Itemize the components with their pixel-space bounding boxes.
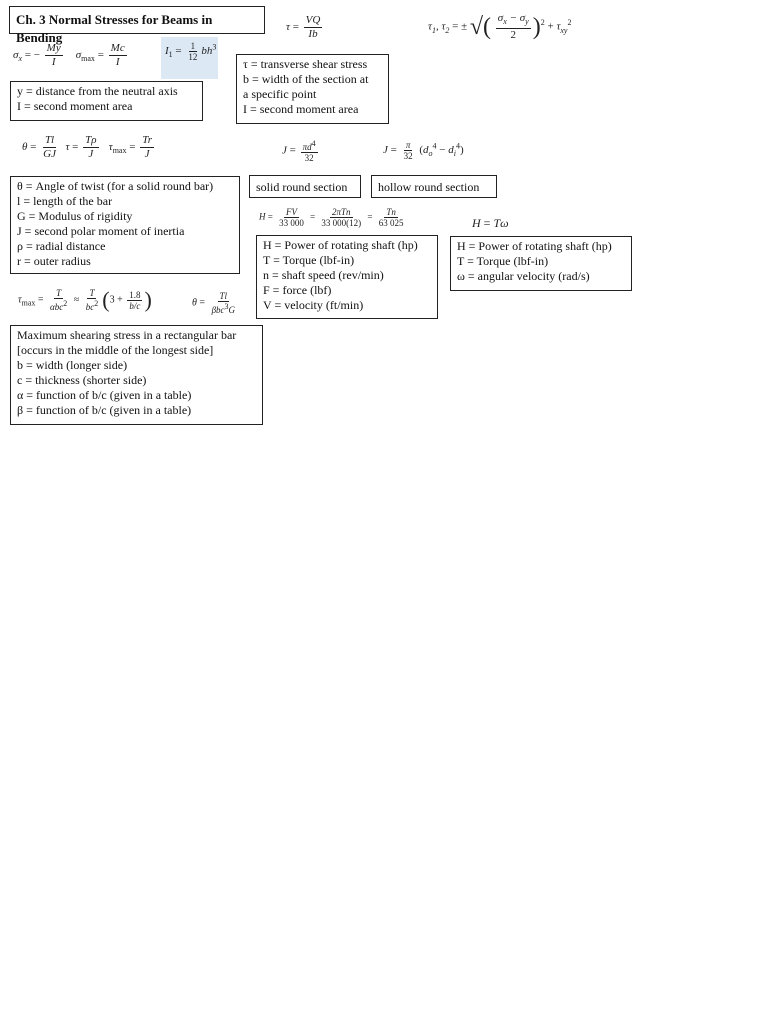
shear-stress-equation: τ = $\frac{VQ}{Ib}$ — [286, 14, 321, 40]
legend-line: V = velocity (ft/min) — [263, 298, 364, 312]
legend-line: I = second moment area — [243, 102, 359, 116]
hollow-section-label — [371, 175, 497, 198]
legend-line: y = distance from the neutral axis — [17, 84, 178, 98]
legend-line: l = length of the bar — [17, 194, 113, 208]
legend-line: Maximum shearing stress in a rectangular bar — [17, 328, 237, 342]
twist-legend-box — [10, 176, 240, 274]
stress-legend-box — [10, 81, 203, 121]
page-title — [9, 6, 265, 45]
torsion-equations: θ = $\frac{Tl}{GJ}$ τ = $\frac{T\rho}{J}$ $\tau_{max}$ = $\frac{Tr}{J}$ — [22, 134, 152, 160]
legend-line: I = second moment area — [17, 99, 133, 113]
legend-line: H = Power of rotating shaft (hp) — [457, 239, 612, 253]
legend-line: n = shaft speed (rev/min) — [263, 268, 384, 282]
legend-line: b = width of the section at — [243, 72, 369, 86]
power-legend-box — [256, 235, 438, 319]
legend-line: H = Power of rotating shaft (hp) — [263, 238, 418, 252]
power-omega-legend-box — [450, 236, 632, 291]
principal-shear-equation: $\tau_1$, $\tau_2$ = ± √( $\frac{\sigma_x - \sigma_y}{2}$ )$^2 + \tau_{xy}^2$ — [428, 12, 572, 42]
power-equation: H = $\frac{FV}{33 000}$ = $\frac{\text{2πTn}}{33 000(12)}$ = $\frac{Tn}{63 025}$ — [259, 207, 404, 228]
legend-line: F = force (lbf) — [263, 283, 332, 297]
legend-line: a specific point — [243, 87, 317, 101]
power-omega-equation: H = Tω — [472, 216, 509, 230]
legend-line: r = outer radius — [17, 254, 91, 268]
polar-moment-solid-equation: J = $\frac{\pi d^4}{32}$ — [282, 139, 316, 163]
legend-line: b = width (longer side) — [17, 358, 128, 372]
legend-line: α = function of b/c (given in a table) — [17, 388, 192, 402]
legend-line: β = function of b/c (given in a table) — [17, 403, 192, 417]
shear-legend-box — [236, 54, 389, 124]
rectangular-shear-equation: $\tau_{max}$ = $\frac{T}{\alpha bc^2}$ ≈ $\frac{T}{bc^2}$ (3 + $\frac{1.8}{b/c}$ ) — [18, 287, 152, 312]
legend-line: T = Torque (lbf-in) — [263, 253, 355, 267]
legend-line: [occurs in the middle of the longest side] — [17, 343, 214, 357]
legend-line: τ = transverse shear stress — [243, 57, 368, 71]
legend-line: c = thickness (shorter side) — [17, 373, 147, 387]
title-text: Ch. 3 Normal Stresses for Beams in Bending — [16, 12, 213, 45]
legend-line: θ = Angle of twist (for a solid round bar) — [17, 179, 214, 193]
polar-moment-hollow-equation: J = $\frac{\pi}{32}$ $(d_o^4 - d_i^4)$ — [383, 140, 464, 161]
bending-stress-equation: $\sigma_x$ = − $\frac{My}{I}$ $\sigma_{max}$ = $\frac{Mc}{I}$ — [13, 42, 125, 68]
hollow-section-text: hollow round section — [378, 180, 480, 194]
moment-of-inertia-equation: $I_1$ = $\frac{1}{12}$ $bh^3$ — [161, 37, 218, 79]
rectangular-legend-box — [10, 325, 263, 425]
solid-section-text: solid round section — [256, 180, 348, 194]
legend-line: T = Torque (lbf-in) — [457, 254, 549, 268]
legend-line: ρ = radial distance — [17, 239, 106, 253]
legend-line: G = Modulus of rigidity — [17, 209, 133, 223]
legend-line: ω = angular velocity (rad/s) — [457, 269, 590, 283]
rectangular-twist-equation: θ = $\frac{Tl}{\beta bc^3G}$ — [192, 291, 236, 315]
legend-line: J = second polar moment of inertia — [17, 224, 185, 238]
solid-section-label — [249, 175, 361, 198]
